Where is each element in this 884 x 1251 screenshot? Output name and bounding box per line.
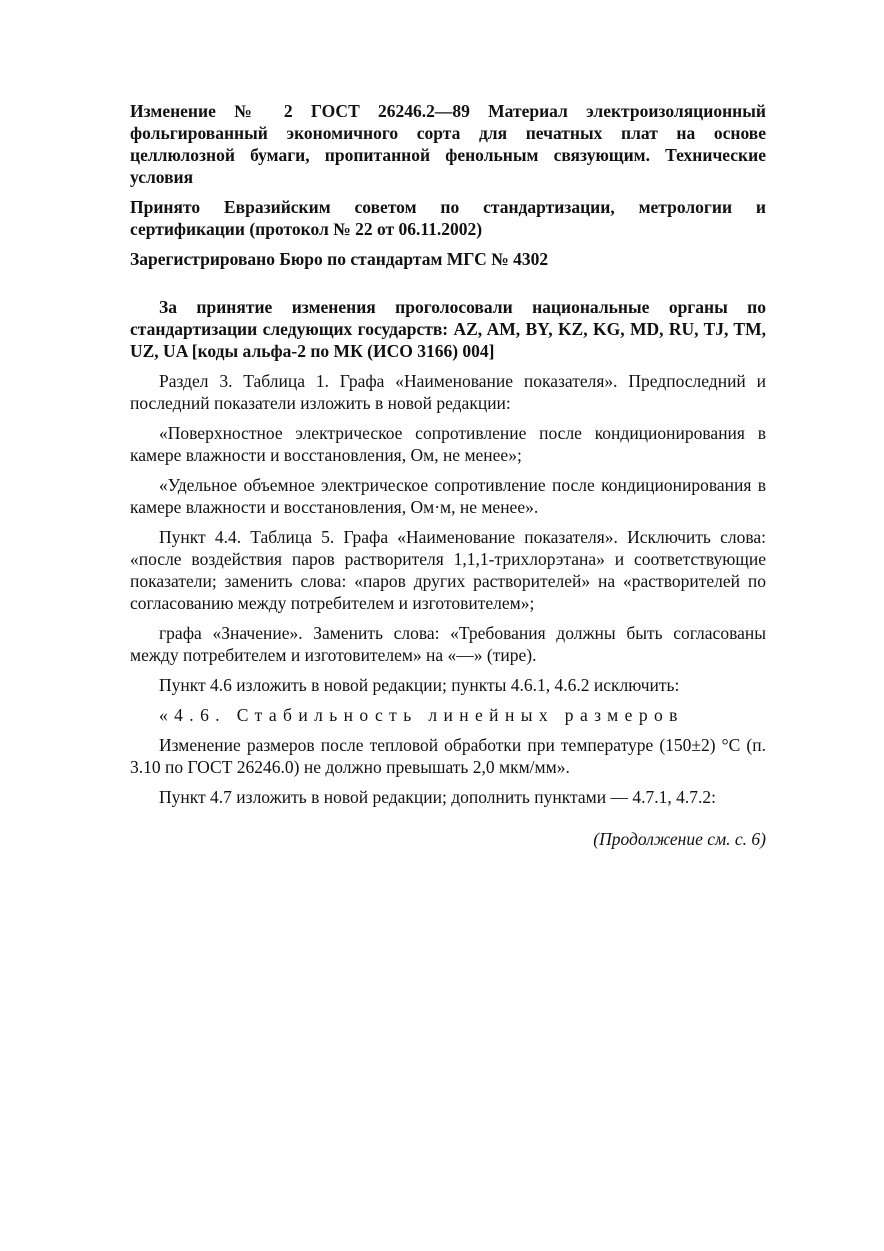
document-page: [130, 100, 766, 850]
value-column-change: графа «Значение». Заменить слова: «Требования должны быть согласованы между потребителем и изготовителем» на «—» (тире).: [130, 623, 766, 665]
adopted-statement: Принято Евразийским советом по стандартизации, метрологии и сертификации (протокол № 22 от 06.11.2002): [130, 197, 766, 239]
quote-volume-resistance: «Удельное объемное электрическое сопротивление после кондиционирования в камере влажности и восстановления, Ом·м, не менее».: [130, 475, 766, 517]
voting-statement: За принятие изменения проголосовали национальные органы по стандартизации следующих государств: AZ, AM, BY, KZ, KG, MD, RU, TJ, TM, UZ, UA [коды альфа-2 по МК (ИСО 3166) 004]: [130, 297, 766, 361]
registration-statement: Зарегистрировано Бюро по стандартам МГС № 4302: [130, 249, 549, 269]
change-title: Изменение № 2 ГОСТ 26246.2—89 Материал электроизоляционный фольгированный экономичного сорта для печатных плат на основе целлюлозной бумаги, пропитанной фенольным связующим. Технические условия: [130, 101, 766, 187]
quote-surface-resistance: «Поверхностное электрическое сопротивление после кондиционирования в камере влажности и восстановления, Ом, не менее»;: [130, 423, 766, 465]
section-3-change: Раздел 3. Таблица 1. Графа «Наименование показателя». Предпоследний и последний показатели изложить в новой редакции:: [130, 371, 766, 413]
item-4-6-change: Пункт 4.6 изложить в новой редакции; пункты 4.6.1, 4.6.2 исключить:: [159, 675, 680, 695]
item-4-6-heading: «4.6. Стабильность линейных размеров: [159, 705, 684, 725]
item-4-6-text: Изменение размеров после тепловой обработки при температуре (150±2) °С (п. 3.10 по ГОСТ 26246.0) не должно превышать 2,0 мкм/мм».: [130, 735, 766, 777]
continuation-note: (Продолжение см. с. 6): [593, 829, 766, 849]
item-4-7-change: Пункт 4.7 изложить в новой редакции; дополнить пунктами — 4.7.1, 4.7.2:: [159, 787, 716, 807]
item-4-4-change: Пункт 4.4. Таблица 5. Графа «Наименование показателя». Исключить слова: «после воздействия паров растворителя 1,1,1-трихлорэтана» и соответствующие показатели; заменить слова: «паров других растворителей» на «растворителей по согласованию между потребителем и изготовителем»;: [130, 527, 766, 613]
